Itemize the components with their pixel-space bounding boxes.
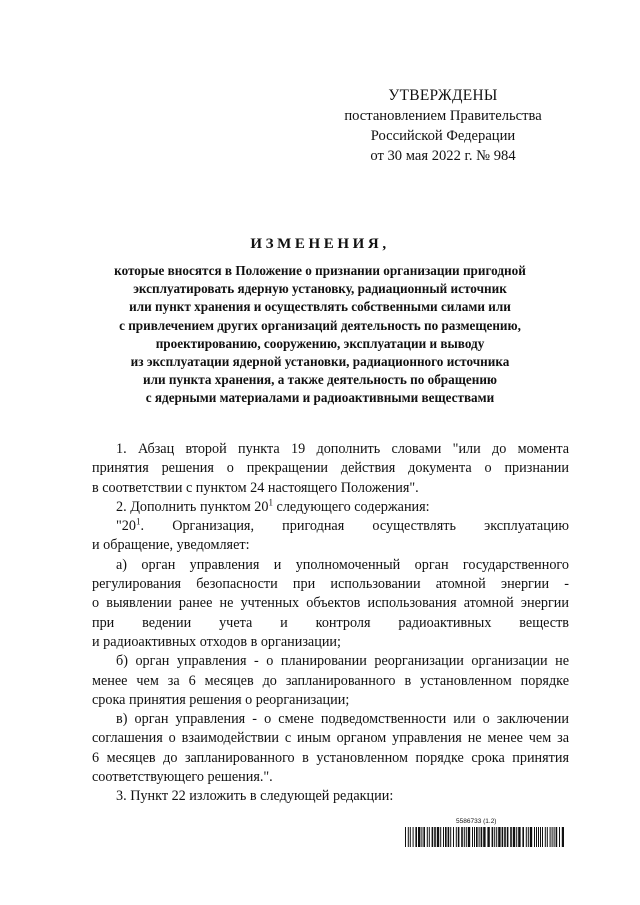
- p2-text-start: 2. Дополнить пунктом 20: [116, 498, 269, 515]
- body-line: 3. Пункт 22 изложить в следующей редакции:: [116, 788, 394, 805]
- barcode-bar: [453, 827, 454, 847]
- paragraph-3: [92, 517, 569, 556]
- quote-open: "20: [116, 518, 136, 535]
- barcode-bar: [413, 827, 414, 847]
- barcode-bar: [494, 827, 495, 847]
- paragraph-b: [92, 652, 569, 710]
- body-line: 1. Абзац второй пункта 19 дополнить словами "или до момента: [116, 441, 569, 457]
- subtitle-line: эксплуатировать ядерную установку, радиационный источник: [133, 281, 507, 297]
- barcode-bar: [408, 827, 409, 847]
- barcode-bar: [534, 827, 535, 847]
- barcode-bar: [516, 827, 517, 847]
- document-title: ИЗМЕНЕНИЯ,: [250, 236, 390, 252]
- barcode-bar: [547, 827, 548, 847]
- body-line: [92, 498, 569, 517]
- barcode-bar: [418, 827, 420, 847]
- barcode-bar: [526, 827, 527, 847]
- barcode-bar: [502, 827, 504, 847]
- barcode-bar: [448, 827, 450, 847]
- body-line: срока принятия решения о реорганизации;: [92, 691, 350, 708]
- barcode-bar: [437, 827, 439, 847]
- subtitle-line: с ядерными материалами и радиоактивными веществами: [145, 390, 495, 406]
- barcode-bar: [434, 827, 436, 847]
- barcode-bar: [440, 827, 441, 847]
- body-line: и обращение, уведомляет:: [92, 537, 250, 554]
- superscript: 1: [135, 516, 141, 527]
- barcode-bar: [461, 827, 463, 847]
- document-subtitle: [74, 262, 566, 408]
- barcode-bar: [427, 827, 428, 847]
- body-line: принятия решения о прекращении действия документа о признании: [92, 460, 569, 477]
- barcode-bar: [479, 827, 480, 847]
- approval-line-1: постановлением Правительства: [344, 108, 542, 124]
- document-id: 5586733 (1.2): [456, 818, 497, 825]
- body-line: соответствующего решения.".: [92, 769, 273, 786]
- body-line: 6 месяцев до запланированного в установленном порядке срока принятия: [92, 749, 569, 766]
- barcode-bar: [492, 827, 494, 847]
- body-line: в) орган управления - о смене подведомственности или о заключении: [116, 711, 569, 728]
- barcode-bar: [504, 827, 506, 847]
- barcode-bar: [487, 827, 489, 847]
- barcode-bar: [483, 827, 485, 847]
- approval-date-number: от 30 мая 2022 г. № 984: [370, 148, 516, 164]
- barcode-bar: [498, 827, 500, 847]
- body-word: . Организация,: [140, 518, 254, 535]
- barcode-bar: [542, 827, 543, 847]
- barcode-bar: [410, 827, 411, 847]
- body-line: регулирования безопасности при использовании атомной энергии -: [92, 576, 569, 593]
- paragraph-3-item: [92, 787, 569, 806]
- barcode-bar: [476, 827, 478, 847]
- subtitle-line: которые вносятся в Положение о признании организации пригодной: [114, 263, 526, 278]
- barcode-bar: [496, 827, 497, 847]
- body-word: пригодная: [282, 518, 345, 535]
- body-word: эксплуатацию: [484, 518, 569, 535]
- superscript: 1: [268, 497, 273, 508]
- barcode-bar: [545, 827, 546, 847]
- body-line: б) орган управления - о планировании реорганизации организации не: [116, 653, 569, 670]
- p2-text-end: следующего содержания:: [272, 498, 430, 515]
- body-line: [92, 517, 569, 536]
- barcode-bar: [464, 827, 465, 847]
- barcode-bar: [507, 827, 509, 847]
- paragraph-v: [92, 710, 569, 787]
- approval-stamp: [330, 86, 556, 166]
- body-line: в соответствии с пунктом 24 настоящего Положения".: [92, 479, 419, 496]
- body-line: менее чем за 6 месяцев до запланированного в установленном порядке: [92, 672, 569, 689]
- barcode-icon: [404, 827, 564, 847]
- subtitle-line: с привлечением других организаций деятельность по размещению,: [119, 317, 521, 333]
- subtitle-line: проектированию, сооружению, эксплуатации и выводу: [155, 335, 485, 351]
- barcode-bar: [432, 827, 434, 847]
- barcode-bar: [466, 827, 467, 847]
- barcode-bar: [423, 827, 425, 847]
- barcode-bar: [415, 827, 417, 847]
- barcode-bar: [530, 827, 532, 847]
- barcode-bar: [474, 827, 475, 847]
- barcode-bar: [458, 827, 460, 847]
- barcode-bar: [421, 827, 422, 847]
- barcode-bar: [528, 827, 529, 847]
- barcode-bar: [481, 827, 483, 847]
- barcode-bar: [510, 827, 512, 847]
- barcode-bar: [536, 827, 537, 847]
- subtitle-line: или пункта хранения, а также деятельность по обращению: [143, 372, 497, 388]
- body-line: и радиоактивных отходов в организации;: [92, 633, 341, 650]
- barcode-bar: [450, 827, 451, 847]
- barcode-bar: [405, 827, 406, 847]
- approved-heading: УТВЕРЖДЕНЫ: [388, 87, 498, 104]
- barcode-bar: [513, 827, 515, 847]
- barcode-bar: [538, 827, 539, 847]
- body-line: при ведении учета и контроля радиоактивных веществ: [92, 614, 569, 631]
- subtitle-line: или пункт хранения и осуществлять собственными силами или: [129, 299, 511, 315]
- paragraph-2: [92, 498, 569, 517]
- document-footer: [398, 818, 570, 856]
- barcode-bar: [445, 827, 447, 847]
- barcode-bar: [552, 827, 553, 847]
- body-line: о выявлении ранее не учтенных объектов использования атомной энергии: [92, 595, 569, 612]
- barcode-bar: [540, 827, 541, 847]
- barcode-bar: [522, 827, 524, 847]
- approval-line-2: Российской Федерации: [370, 128, 516, 144]
- barcode-bar: [443, 827, 444, 847]
- barcode-bar: [472, 827, 473, 847]
- paragraph-a: [92, 556, 569, 652]
- body-word: осуществлять: [372, 518, 456, 535]
- barcode-bar: [554, 827, 555, 847]
- barcode-bar: [559, 827, 560, 847]
- barcode-bar: [556, 827, 558, 847]
- barcode-bar: [468, 827, 470, 847]
- body-line: а) орган управления и уполномоченный орган государственного: [116, 556, 569, 573]
- barcode-bar: [550, 827, 551, 847]
- body-line: соглашения о взаимодействии с иным органом управления не менее чем за: [92, 730, 569, 747]
- barcode-bar: [562, 827, 564, 847]
- barcode-bar: [456, 827, 457, 847]
- barcode-bar: [518, 827, 520, 847]
- paragraph-1: [92, 440, 569, 498]
- subtitle-line: из эксплуатации ядерной установки, радиационного источника: [130, 354, 510, 370]
- barcode-bar: [429, 827, 430, 847]
- document-body: [92, 440, 569, 807]
